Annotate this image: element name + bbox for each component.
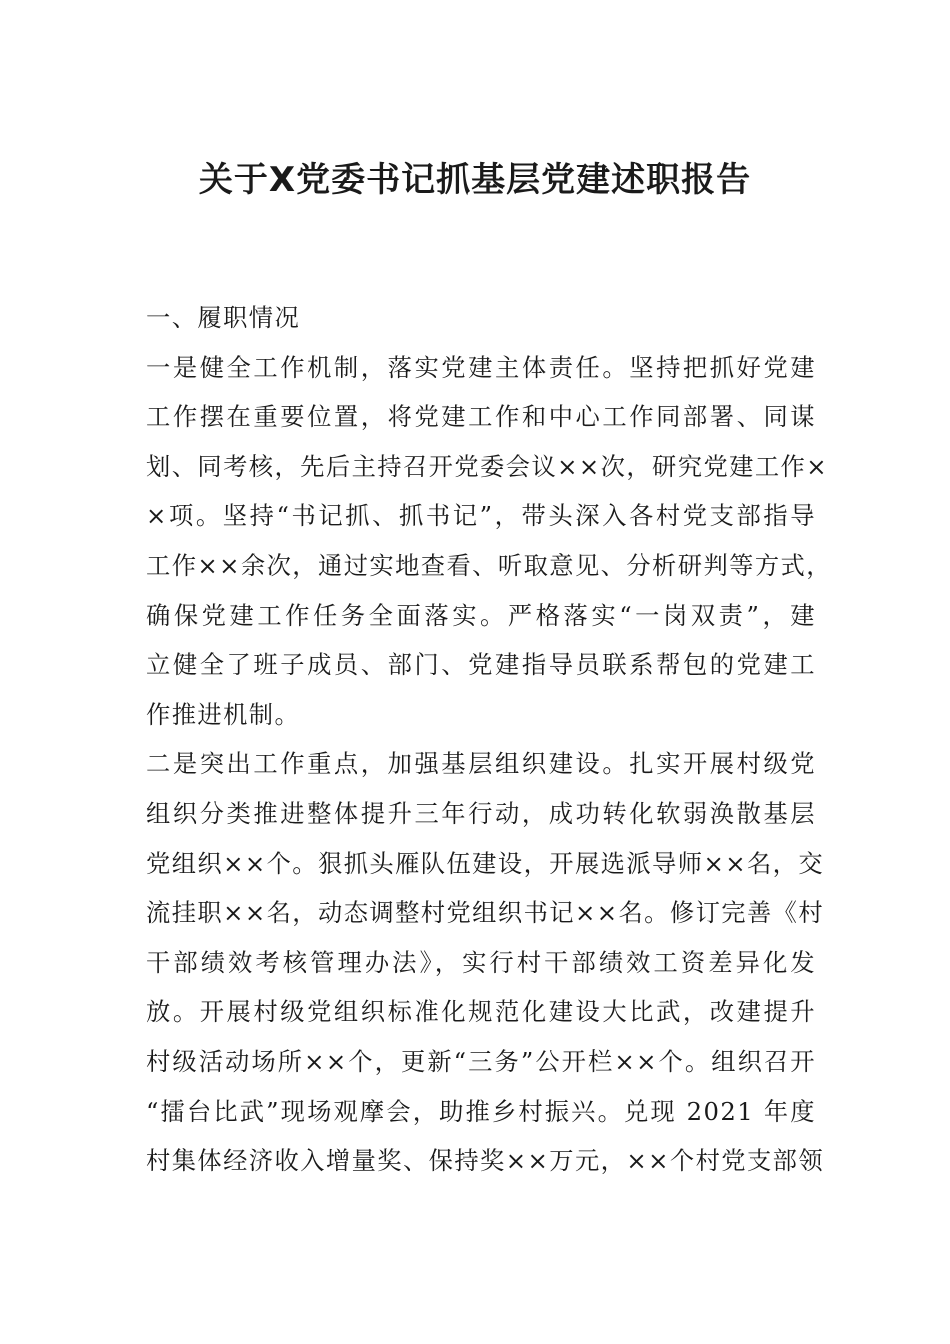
paragraph-2-line: 干部绩效考核管理办法》，实行村干部绩效工资差异化发 <box>146 947 816 977</box>
section-heading: 一、履职情况 <box>146 303 301 332</box>
document-title: 关于X党委书记抓基层党建述职报告 <box>198 160 752 200</box>
paragraph-1-line: 一是健全工作机制，落实党建主体责任。坚持把抓好党建 <box>146 352 816 382</box>
paragraph-1-line: 作推进机制。 <box>146 699 301 729</box>
document-body <box>146 293 832 1186</box>
paragraph-1-line: ×项。坚持“书记抓、抓书记”，带头深入各村党支部指导 <box>146 501 816 531</box>
paragraph-2-line: 放。开展村级党组织标准化规范化建设大比武，改建提升 <box>146 997 816 1027</box>
paragraph-1-line: 立健全了班子成员、部门、党建指导员联系帮包的党建工 <box>146 650 816 680</box>
paragraph-2-line: 二是突出工作重点，加强基层组织建设。扎实开展村级党 <box>146 749 816 779</box>
paragraph-2-line: “擂台比武”现场观摩会，助推乡村振兴。兑现 2021 年度 <box>146 1096 816 1126</box>
paragraph-1-line: 工作摆在重要位置，将党建工作和中心工作同部署、同谋 <box>146 402 816 432</box>
paragraph-1-line: 划、同考核，先后主持召开党委会议××次，研究党建工作× <box>146 451 828 481</box>
paragraph-1-line: 工作××余次，通过实地查看、听取意见、分析研判等方式， <box>146 550 832 580</box>
paragraph-2-line: 流挂职××名，动态调整村党组织书记××名。修订完善《村 <box>146 898 825 928</box>
paragraph-1-line: 确保党建工作任务全面落实。严格落实“一岗双责”，建 <box>146 600 816 630</box>
paragraph-2-line: 村集体经济收入增量奖、保持奖××万元，××个村党支部领 <box>146 1146 825 1176</box>
paragraph-2-line: 村级活动场所××个，更新“三务”公开栏××个。组织召开 <box>146 1046 816 1076</box>
paragraph-2-line: 党组织××个。狠抓头雁队伍建设，开展选派导师××名，交 <box>146 848 825 878</box>
paragraph-2-line: 组织分类推进整体提升三年行动，成功转化软弱涣散基层 <box>146 798 816 828</box>
